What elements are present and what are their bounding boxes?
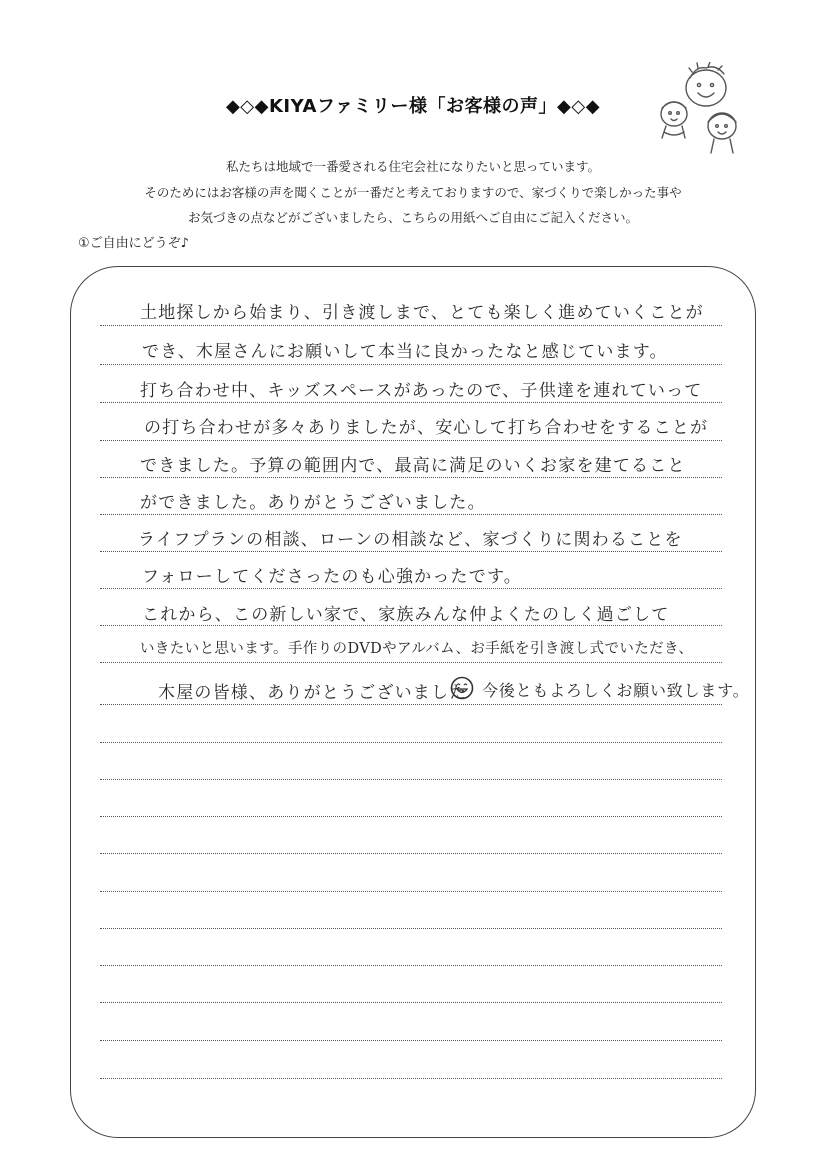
handwritten-line: 木屋の皆様、ありがとうございました bbox=[158, 683, 468, 703]
intro-line: そのためにはお客様の声を聞くことが一番だと考えておりますので、家づくりで楽しかった事や bbox=[144, 185, 682, 200]
handwritten-line: でき、木屋さんにお願いして本当に良かったなと感じています。 bbox=[142, 342, 668, 362]
handwritten-line: いきたいと思います。手作りのDVDやアルバム、お手紙を引き渡し式でいただき、 bbox=[140, 641, 694, 657]
ruled-line bbox=[100, 891, 722, 892]
intro-line: 私たちは地域で一番愛される住宅会社になりたいと思っています。 bbox=[225, 159, 600, 174]
smiley-face-icon bbox=[450, 676, 474, 700]
handwritten-line: ができました。ありがとうございました。 bbox=[140, 493, 486, 513]
ruled-line bbox=[100, 853, 722, 854]
ruled-line bbox=[100, 477, 722, 478]
handwritten-line: 土地探しから始まり、引き渡しまで、とても楽しく進めていくことが bbox=[140, 303, 704, 323]
ruled-line bbox=[100, 928, 722, 929]
family-illustration-icon bbox=[636, 62, 752, 158]
ruled-line bbox=[100, 364, 722, 365]
ruled-line bbox=[100, 625, 722, 626]
handwritten-line: 今後ともよろしくお願い致します。 bbox=[482, 681, 750, 700]
ruled-line bbox=[100, 1078, 722, 1079]
ruled-line bbox=[100, 514, 722, 515]
ruled-line bbox=[100, 704, 722, 705]
handwritten-line: これから、この新しい家で、家族みんな仲よくたのしく過ごして bbox=[142, 605, 670, 625]
ruled-line bbox=[100, 742, 722, 743]
handwritten-line: フォローしてくださったのも心強かったです。 bbox=[142, 567, 522, 587]
ruled-line bbox=[100, 965, 722, 966]
ruled-line bbox=[100, 440, 722, 441]
section-label: ①ご自由にどうぞ♪ bbox=[78, 236, 189, 251]
ruled-line bbox=[100, 551, 722, 552]
ruled-line bbox=[100, 816, 722, 817]
ruled-line bbox=[100, 662, 722, 663]
ruled-line bbox=[100, 1040, 722, 1041]
ruled-line bbox=[100, 325, 722, 326]
intro-line: お気づきの点などがございましたら、こちらの用紙へご自由にご記入ください。 bbox=[187, 210, 638, 225]
ruled-line bbox=[100, 402, 722, 403]
ruled-line bbox=[100, 1002, 722, 1003]
handwritten-line: できました。予算の範囲内で、最高に満足のいくお家を建てること bbox=[140, 456, 686, 476]
handwritten-line: 打ち合わせ中、キッズスペースがあったので、子供達を連れていって bbox=[140, 381, 703, 401]
ruled-line bbox=[100, 779, 722, 780]
ruled-line bbox=[100, 588, 722, 589]
handwritten-line: ライフプランの相談、ローンの相談など、家づくりに関わることを bbox=[138, 530, 683, 550]
handwritten-line: の打ち合わせが多々ありましたが、安心して打ち合わせをすることが bbox=[144, 418, 709, 438]
page-title: ◆◇◆KIYAファミリー様「お客様の声」◆◇◆ bbox=[225, 96, 601, 117]
